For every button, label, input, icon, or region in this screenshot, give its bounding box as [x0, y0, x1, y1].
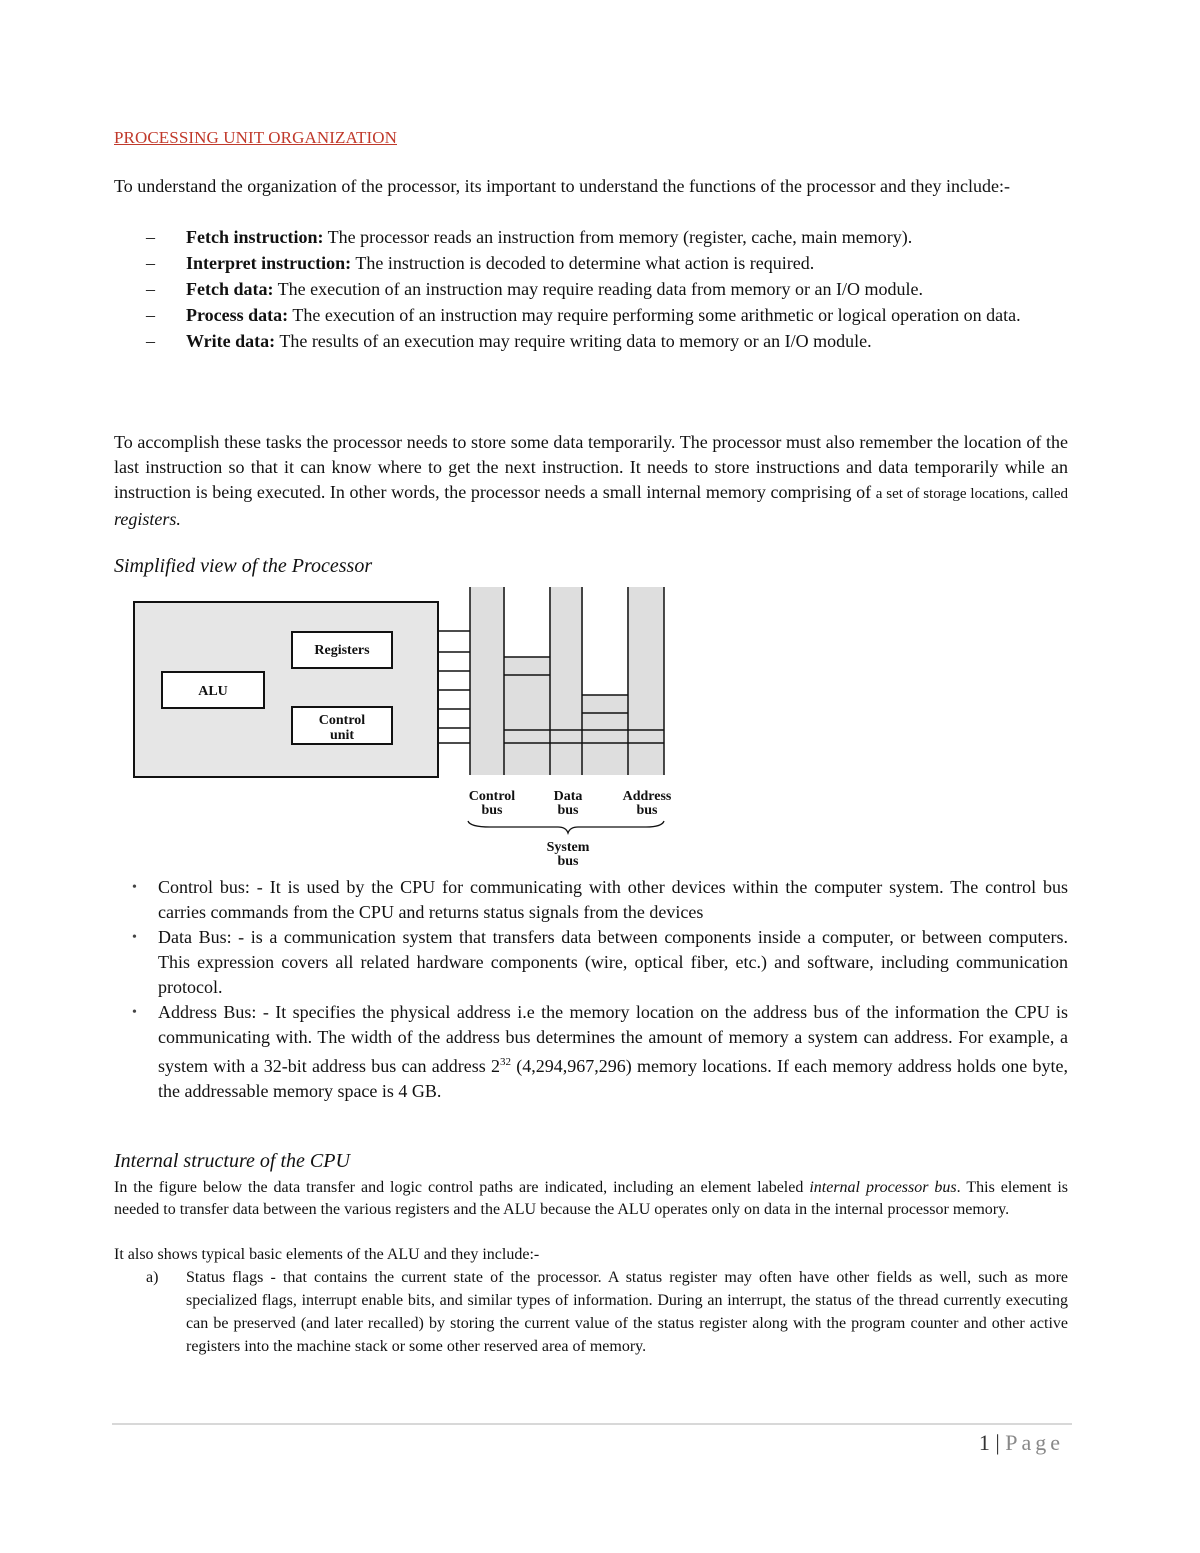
term-desc: The processor reads an instruction from memory (register, cache, main memory). [323, 227, 913, 247]
processor-diagram [130, 585, 700, 870]
data-bus-label-2: bus [557, 803, 579, 818]
control-unit-label-1: Control [318, 713, 366, 728]
page-number: 1 [978, 1430, 990, 1455]
list-item: – Interpret instruction: The instruction is decoded to determine what action is required. [146, 253, 815, 273]
list-item: a) Status flags - that contains the current state of the processor. A status register may often have other fields as well, such as more specialized flags, interrupt enable bits, and similar types of information. During an interrupt, the status of the thread currently executing can be preserved (and later recalled) by storing the current value of the status register along with the program counter and other active registers into the machine stack or some other reserved area of memory. [146, 1269, 1068, 1355]
data-bus-label-1: Data [553, 789, 583, 804]
list-item: • Control bus: - It is used by the CPU for communicating with other devices within the computer system. The control bus carries commands from the CPU and returns status signals from the devices [132, 877, 1068, 922]
term-desc: The instruction is decoded to determine what action is required. [351, 253, 815, 273]
list-item: • Data Bus: - is a communication system that transfers data between components inside a computer, or between computers. This expression covers all related hardware components (wire, optical fiber, etc.) and software, including communication protocol. [132, 927, 1068, 997]
alu-intro-paragraph: It also shows typical basic elements of the ALU and they include:- [114, 1246, 540, 1263]
term: Interpret instruction: [186, 253, 352, 273]
footer-divider [112, 1423, 1072, 1425]
internal-structure-paragraph: In the figure below the data transfer and logic control paths are indicated, including an element labeled internal processor bus. This element is needed to transfer data between the various registers and the ALU because the ALU operates only on data in the internal processor memory. [114, 1179, 1069, 1218]
term: Fetch data: [186, 279, 274, 299]
control-bus-label-1: Control [468, 789, 516, 804]
control-bus-label-2: bus [481, 803, 503, 818]
term-desc: The execution of an instruction may require performing some arithmetic or logical operation on data. [288, 305, 1021, 325]
processor-functions-list [146, 225, 1068, 355]
page-label: Page [1005, 1430, 1064, 1455]
page-footer: 1 | Page [978, 1430, 1064, 1455]
registers-paragraph: To accomplish these tasks the processor needs to store some data temporarily. The processor must also remember the location of the last instruction so that it can know where to get the next instruction. It needs to store instructions and data temporarily while an instruction is being executed. In other words, the processor needs a small internal memory comprising of a set of storage locations, called registers. [114, 432, 1068, 529]
list-item: – Write data: The results of an execution may require writing data to memory or an I/O module. [146, 331, 872, 351]
list-item: – Fetch instruction: The processor reads an instruction from memory (register, cache, main memory). [146, 227, 913, 247]
subheading-internal-structure: Internal structure of the CPU [114, 1150, 350, 1172]
term: Write data: [186, 331, 276, 351]
system-bus-label-1: System [546, 840, 590, 855]
registers-label: Registers [314, 643, 370, 658]
list-item: – Process data: The execution of an instruction may require performing some arithmetic or logical operation on data. [146, 305, 1021, 325]
subheading-simplified-view: Simplified view of the Processor [114, 555, 373, 577]
list-item: • Address Bus: - It specifies the physical address i.e the memory location on the address bus of the information the CPU is communicating with. The width of the address bus determines the amount of memory a system can address. For example, a system with a 32-bit address bus can address $2^{32}$ (4,294,967,296) memory locations. If each memory address holds one byte, the addressable memory space is 4 GB. [132, 1002, 1069, 1101]
control-unit-label-2: unit [329, 728, 355, 743]
alu-label: ALU [198, 684, 228, 699]
system-bus-area [470, 587, 664, 775]
term-desc: The results of an execution may require writing data to memory or an I/O module. [275, 331, 872, 351]
section-heading: PROCESSING UNIT ORGANIZATION [114, 128, 397, 147]
system-bus-brace [468, 821, 664, 833]
system-bus-label-2: bus [557, 854, 579, 869]
intro-paragraph: To understand the organization of the processor, its important to understand the functions of the processor and they include:- [114, 176, 1010, 196]
list-item: – Fetch data: The execution of an instruction may require reading data from memory or an I/O module. [146, 279, 923, 299]
alu-elements-list [146, 1266, 1068, 1358]
bus-description-list [130, 875, 1068, 1104]
term-desc: The execution of an instruction may require reading data from memory or an I/O module. [273, 279, 923, 299]
term: Fetch instruction: [186, 227, 324, 247]
address-bus-label-1: Address [622, 789, 672, 804]
address-bus-label-2: bus [636, 803, 658, 818]
term: Process data: [186, 305, 289, 325]
